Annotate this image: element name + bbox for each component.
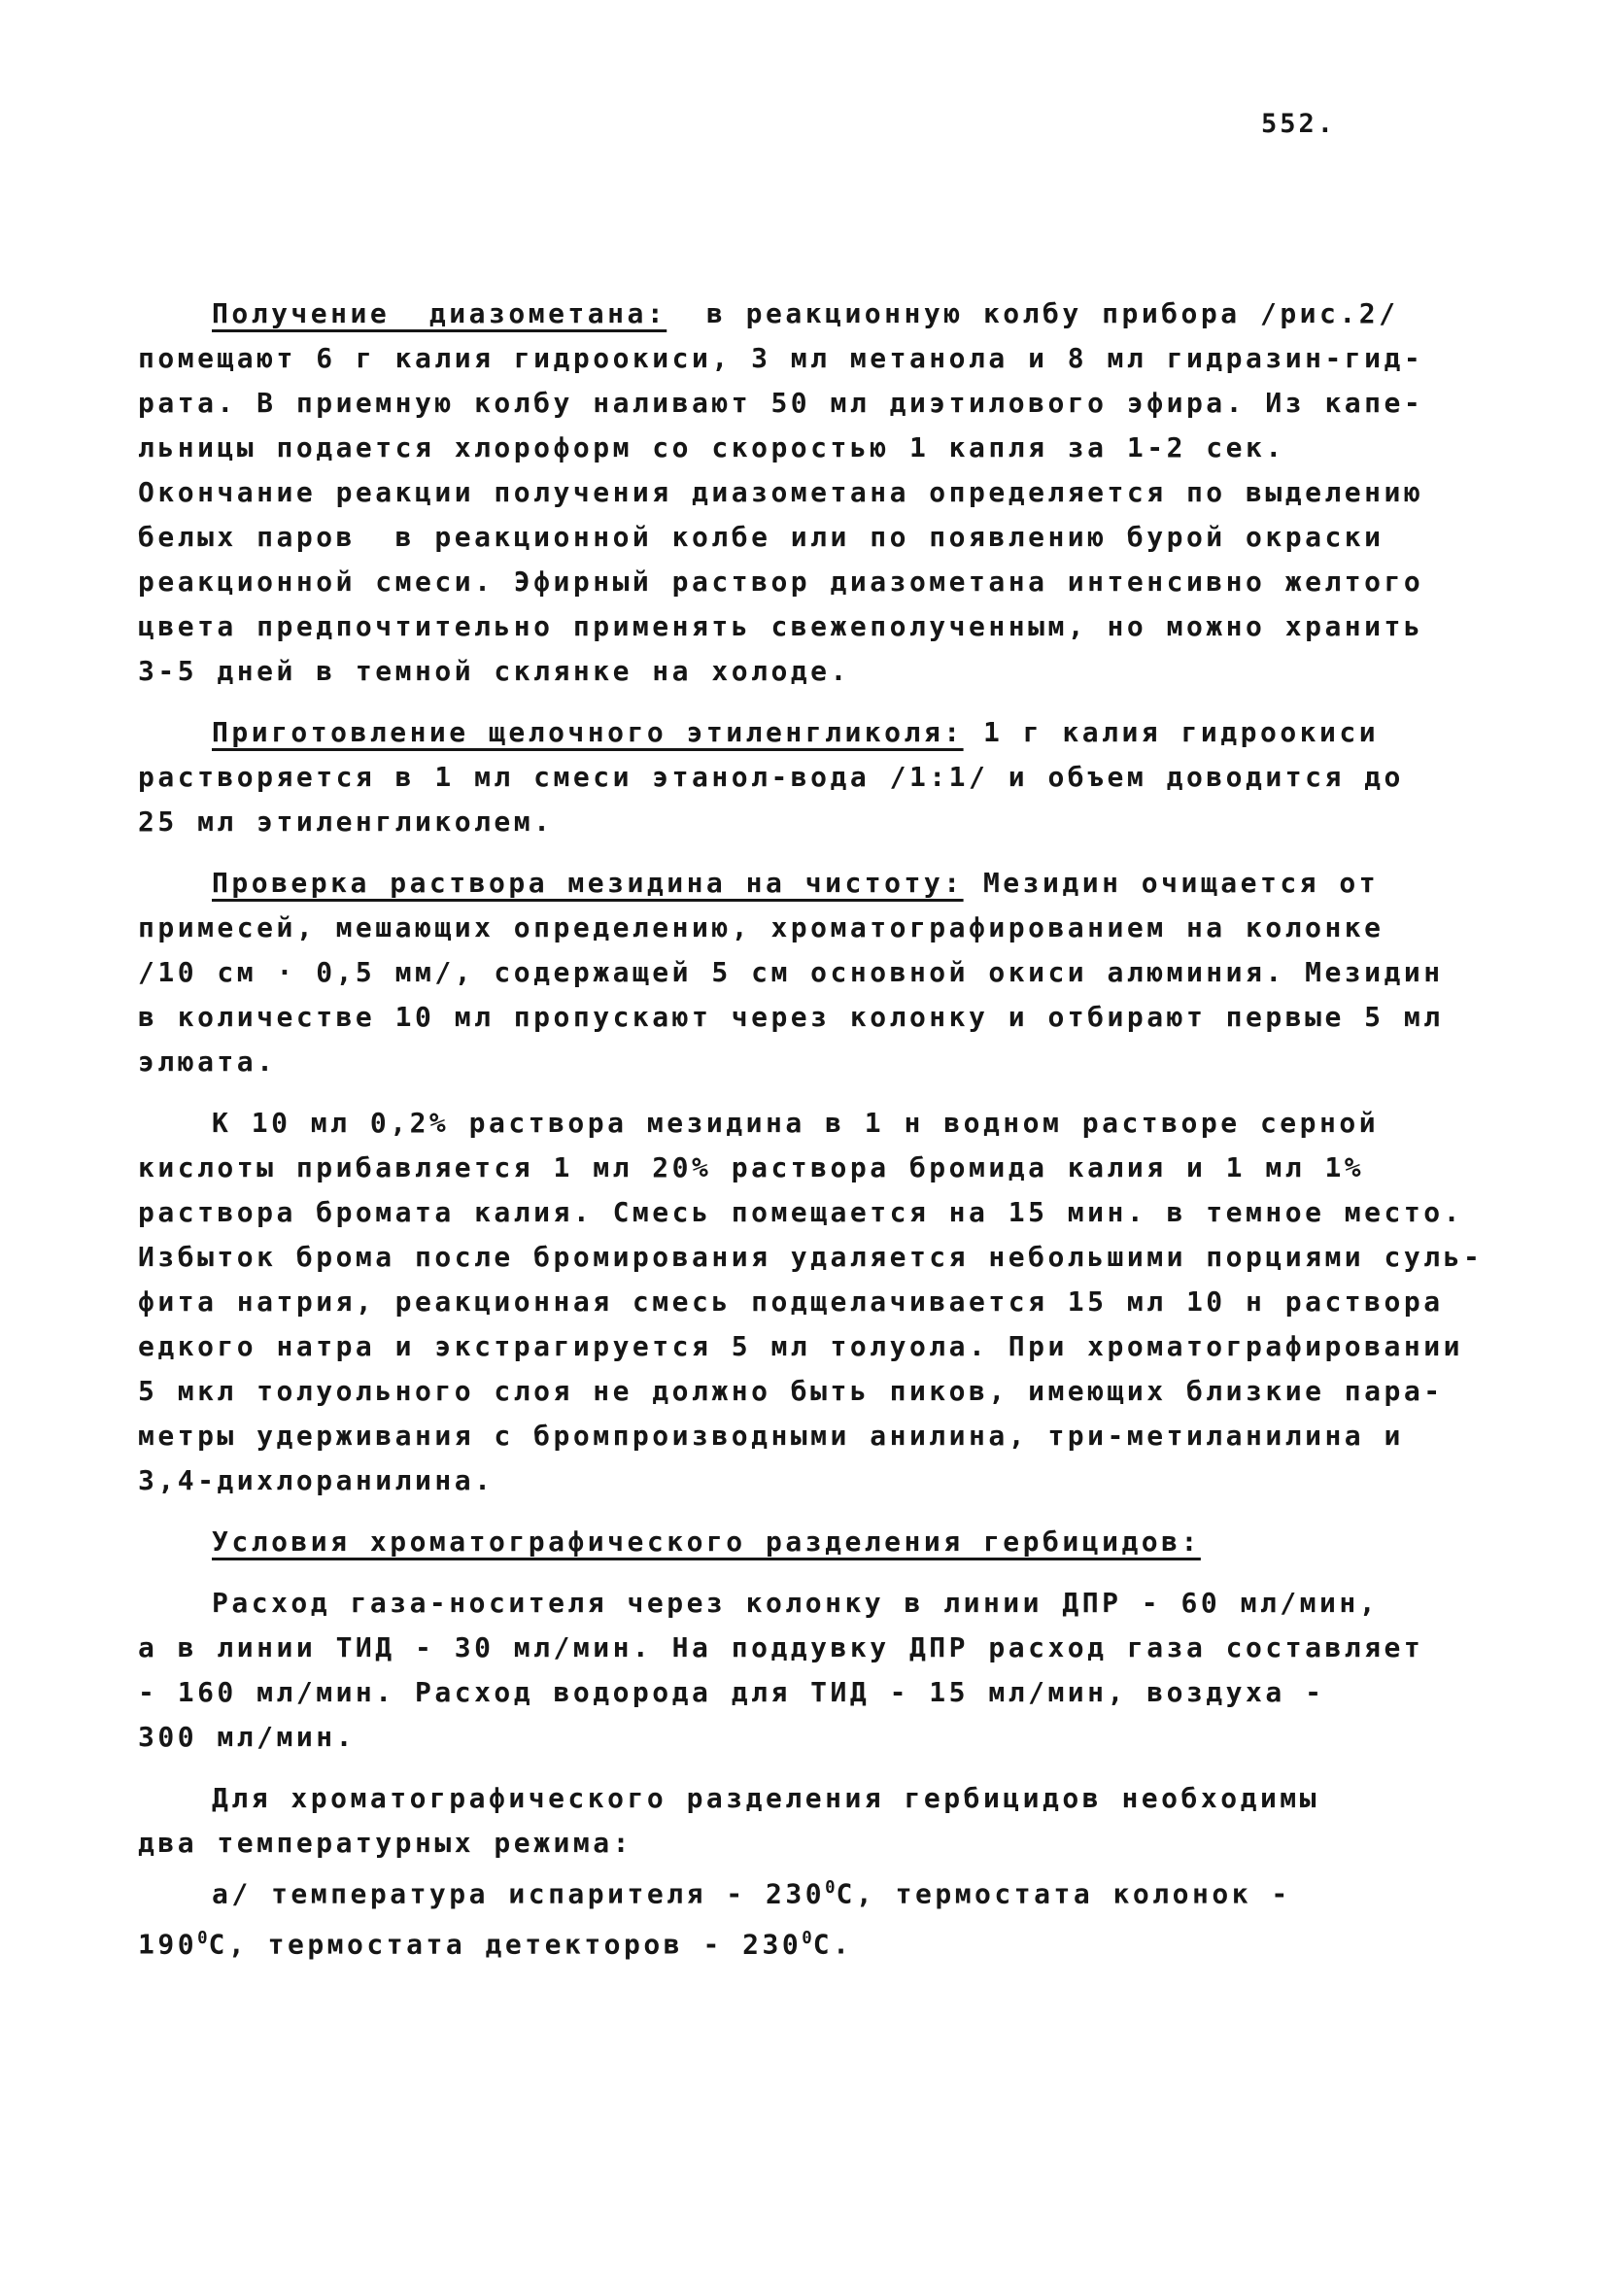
text-segment: помещают 6 г калия гидроокиси, 3 мл метанола и 8 мл гидразин-гид-: [138, 342, 1424, 374]
text-segment: а в линии ТИД - 30 мл/мин. На поддувку ДПР расход газа составляет: [138, 1631, 1424, 1663]
text-segment: метры удерживания с бромпроизводными анилина, три-метиланилина и: [138, 1420, 1404, 1452]
text-line: [138, 1324, 1498, 1369]
text-segment: К 10 мл 0,2% раствора мезидина в 1 н водном растворе серной: [212, 1107, 1380, 1139]
text-line: [138, 336, 1498, 381]
text-segment: 3,4-дихлоранилина.: [138, 1464, 495, 1496]
underlined-heading-segment: Проверка раствора мезидина на чистоту:: [212, 867, 964, 899]
text-segment: 5 мкл толуольного слоя не должно быть пиков, имеющих близкие пара-: [138, 1375, 1444, 1407]
text-line: [138, 1414, 1498, 1458]
text-segment: два температурных режима:: [138, 1827, 633, 1859]
text-segment: примесей, мешающих определению, хроматографированием на колонке: [138, 911, 1385, 943]
text-segment: в количестве 10 мл пропускают через колонку и отбирают первые 5 мл: [138, 1001, 1444, 1033]
text-line: [138, 861, 1498, 906]
text-line: [138, 1280, 1498, 1324]
text-segment: 1 г калия гидроокиси: [963, 716, 1380, 748]
text-segment: С.: [812, 1928, 853, 1961]
page-number: 552.: [1261, 109, 1337, 139]
text-segment: Мезидин очищается от: [963, 867, 1380, 899]
text-line: [138, 1626, 1498, 1670]
text-line: [138, 755, 1498, 800]
text-segment: элюата.: [138, 1045, 277, 1078]
text-block: [138, 291, 1498, 1968]
text-segment: реакционной смеси. Эфирный раствор диазометана интенсивно желтого: [138, 565, 1424, 598]
text-segment: рата. В приемную колбу наливают 50 мл диэтилового эфира. Из капе-: [138, 387, 1424, 419]
text-segment: растворяется в 1 мл смеси этанол-вода /1:1/ и объем доводится до: [138, 761, 1404, 793]
text-line: [138, 1776, 1498, 1821]
text-line: [138, 1916, 1498, 1967]
text-segment: а/ температура испарителя - 230: [212, 1877, 826, 1910]
text-line: [138, 470, 1498, 515]
text-segment: цвета предпочтительно применять свежеполученным, но можно хранить: [138, 610, 1424, 642]
text-line: [138, 800, 1498, 844]
text-line: [138, 906, 1498, 950]
text-line: [138, 604, 1498, 649]
paragraph: [138, 861, 1498, 1084]
text-line: [138, 1146, 1498, 1190]
text-line: [138, 710, 1498, 755]
text-line: [138, 950, 1498, 995]
text-segment: С, термостата колонок -: [836, 1877, 1291, 1910]
text-segment: едкого натра и экстрагируется 5 мл толуола. При хроматографировании: [138, 1330, 1463, 1362]
text-segment: 0: [802, 1929, 813, 1949]
text-segment: Избыток брома после бромирования удаляется небольшими порциями суль-: [138, 1241, 1484, 1273]
text-segment: льницы подается хлороформ со скоростью 1 капля за 1-2 сек.: [138, 431, 1285, 463]
text-line: [138, 381, 1498, 426]
text-line: [138, 1235, 1498, 1280]
text-line: [138, 1866, 1498, 1916]
text-segment: в реакционную колбу прибора /рис.2/: [667, 297, 1399, 329]
text-segment: /10 см · 0,5 мм/, содержащей 5 см основной окиси алюминия. Мезидин: [138, 956, 1444, 988]
text-line: [138, 515, 1498, 560]
paragraph: [138, 1101, 1498, 1503]
text-segment: белых паров в реакционной колбе или по появлению бурой окраски: [138, 521, 1385, 553]
paragraph: [138, 1776, 1498, 1968]
text-line: [138, 291, 1498, 336]
text-line: [138, 995, 1498, 1040]
text-line: [138, 1101, 1498, 1146]
text-line: [138, 1670, 1498, 1715]
text-segment: 25 мл этиленгликолем.: [138, 805, 554, 838]
text-segment: 300 мл/мин.: [138, 1721, 356, 1753]
text-segment: фита натрия, реакционная смесь подщелачивается 15 мл 10 н раствора: [138, 1285, 1444, 1318]
paragraph: [138, 291, 1498, 694]
text-segment: Расход газа-носителя через колонку в линии ДПР - 60 мл/мин,: [212, 1587, 1380, 1619]
text-line: [138, 1040, 1498, 1084]
text-line: [138, 426, 1498, 470]
text-segment: 190: [138, 1928, 198, 1961]
underlined-heading-segment: Приготовление щелочного этиленгликоля:: [212, 716, 964, 748]
underlined-heading-segment: Условия хроматографического разделения гербицидов:: [212, 1525, 1201, 1558]
text-line: [138, 1520, 1498, 1564]
paragraph: [138, 1581, 1498, 1760]
text-segment: 0: [197, 1929, 209, 1949]
text-line: [138, 1821, 1498, 1866]
text-line: [138, 1190, 1498, 1235]
text-segment: - 160 мл/мин. Расход водорода для ТИД - 15 мл/мин, воздуха -: [138, 1676, 1325, 1708]
text-line: [138, 1581, 1498, 1626]
paragraph: [138, 710, 1498, 844]
text-segment: Для хроматографического разделения гербицидов необходимы: [212, 1782, 1320, 1814]
text-line: [138, 1715, 1498, 1760]
text-segment: С, термостата детекторов - 230: [208, 1928, 803, 1961]
text-segment: раствора бромата калия. Смесь помещается на 15 мин. в темное место.: [138, 1196, 1463, 1228]
text-line: [138, 649, 1498, 694]
paragraph: [138, 1520, 1498, 1564]
underlined-heading-segment: Получение диазометана:: [212, 297, 667, 329]
text-segment: Окончание реакции получения диазометана определяется по выделению: [138, 476, 1424, 508]
text-line: [138, 1369, 1498, 1414]
text-segment: 3-5 дней в темной склянке на холоде.: [138, 655, 850, 687]
text-line: [138, 1458, 1498, 1503]
text-segment: 0: [825, 1878, 837, 1898]
text-line: [138, 560, 1498, 604]
text-segment: кислоты прибавляется 1 мл 20% раствора бромида калия и 1 мл 1%: [138, 1151, 1365, 1183]
